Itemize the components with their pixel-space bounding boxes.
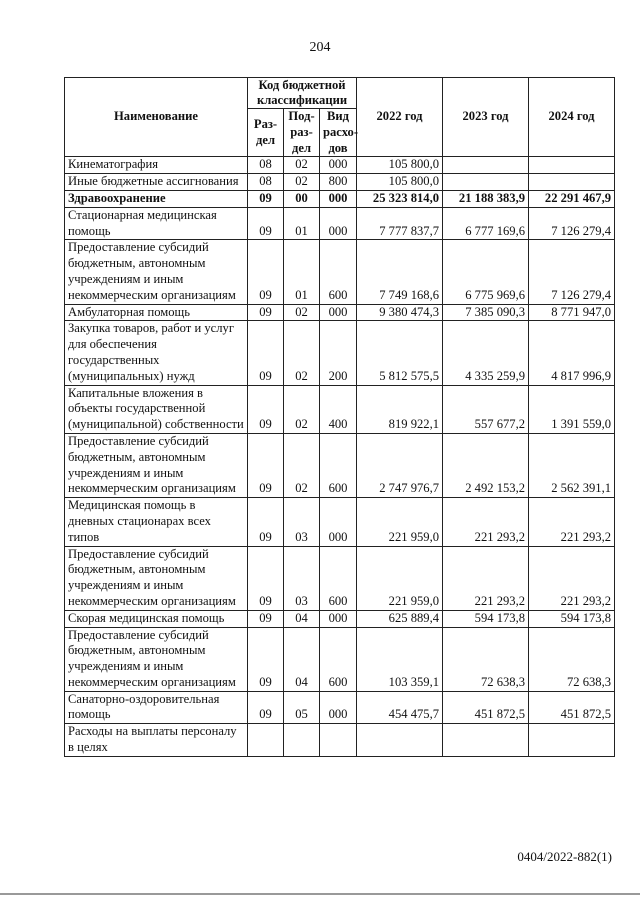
row-razdel: 09 <box>248 207 284 240</box>
row-2023: 451 872,5 <box>443 691 529 724</box>
row-vid: 000 <box>320 498 357 546</box>
table-row <box>65 174 615 191</box>
row-podrazdel: 05 <box>284 691 320 724</box>
row-name: Предоставление субсидий бюджетным, автономным учреждениям и иным некоммерческим организациям <box>65 433 248 497</box>
row-razdel: 09 <box>248 610 284 627</box>
row-2023: 4 335 259,9 <box>443 321 529 385</box>
row-2024: 7 126 279,4 <box>529 207 615 240</box>
row-2024: 2 562 391,1 <box>529 433 615 497</box>
row-2022: 103 359,1 <box>357 627 443 691</box>
row-razdel: 09 <box>248 691 284 724</box>
table-row <box>65 240 615 304</box>
row-razdel: 09 <box>248 433 284 497</box>
row-razdel: 09 <box>248 498 284 546</box>
header-name: Наименование <box>65 78 248 157</box>
row-vid: 000 <box>320 304 357 321</box>
row-vid: 600 <box>320 433 357 497</box>
row-razdel: 09 <box>248 321 284 385</box>
row-2023: 557 677,2 <box>443 385 529 433</box>
table-row <box>65 546 615 610</box>
row-vid: 000 <box>320 157 357 174</box>
row-vid: 000 <box>320 190 357 207</box>
row-razdel: 09 <box>248 546 284 610</box>
row-vid: 200 <box>320 321 357 385</box>
row-2023: 221 293,2 <box>443 498 529 546</box>
row-2022: 7 777 837,7 <box>357 207 443 240</box>
row-vid: 000 <box>320 691 357 724</box>
row-2024 <box>529 724 615 757</box>
row-podrazdel: 01 <box>284 240 320 304</box>
row-vid: 000 <box>320 610 357 627</box>
row-2023 <box>443 724 529 757</box>
row-2023: 6 775 969,6 <box>443 240 529 304</box>
row-vid: 600 <box>320 546 357 610</box>
table-row <box>65 724 615 757</box>
row-2022: 2 747 976,7 <box>357 433 443 497</box>
row-2024: 221 293,2 <box>529 498 615 546</box>
scan-edge-line <box>0 893 640 895</box>
row-razdel <box>248 724 284 757</box>
row-name: Кинематография <box>65 157 248 174</box>
row-2024 <box>529 174 615 191</box>
row-podrazdel: 02 <box>284 433 320 497</box>
row-2023: 221 293,2 <box>443 546 529 610</box>
row-name: Капитальные вложения в объекты государственной (муниципальной) собственности <box>65 385 248 433</box>
header-razdel: Раз- дел <box>248 109 284 157</box>
row-vid: 600 <box>320 627 357 691</box>
row-2022: 9 380 474,3 <box>357 304 443 321</box>
row-name: Скорая медицинская помощь <box>65 610 248 627</box>
row-razdel: 09 <box>248 190 284 207</box>
page-number: 204 <box>309 40 331 55</box>
row-vid: 600 <box>320 240 357 304</box>
row-vid: 400 <box>320 385 357 433</box>
row-podrazdel: 04 <box>284 627 320 691</box>
row-2023: 7 385 090,3 <box>443 304 529 321</box>
row-2024: 594 173,8 <box>529 610 615 627</box>
row-name: Здравоохранение <box>65 190 248 207</box>
row-2022: 7 749 168,6 <box>357 240 443 304</box>
row-razdel: 09 <box>248 627 284 691</box>
row-podrazdel: 00 <box>284 190 320 207</box>
table-row <box>65 385 615 433</box>
table-row <box>65 433 615 497</box>
row-2022: 105 800,0 <box>357 157 443 174</box>
row-2024: 4 817 996,9 <box>529 321 615 385</box>
row-2023: 21 188 383,9 <box>443 190 529 207</box>
header-2022: 2022 год <box>357 78 443 157</box>
table-row <box>65 304 615 321</box>
row-name: Санаторно-оздоровительная помощь <box>65 691 248 724</box>
table-row <box>65 691 615 724</box>
row-podrazdel: 02 <box>284 174 320 191</box>
row-name: Закупка товаров, работ и услуг для обеспечения государственных (муниципальных) нужд <box>65 321 248 385</box>
row-2023: 594 173,8 <box>443 610 529 627</box>
row-podrazdel: 01 <box>284 207 320 240</box>
row-2022: 105 800,0 <box>357 174 443 191</box>
row-razdel: 08 <box>248 174 284 191</box>
row-2023 <box>443 174 529 191</box>
table-body <box>65 157 615 756</box>
row-2024 <box>529 157 615 174</box>
row-2024: 22 291 467,9 <box>529 190 615 207</box>
row-2022: 625 889,4 <box>357 610 443 627</box>
table-row <box>65 207 615 240</box>
table-row <box>65 157 615 174</box>
table-row <box>65 321 615 385</box>
row-2022 <box>357 724 443 757</box>
row-name: Медицинская помощь в дневных стационарах всех типов <box>65 498 248 546</box>
row-2022: 454 475,7 <box>357 691 443 724</box>
row-podrazdel: 02 <box>284 385 320 433</box>
table-row <box>65 498 615 546</box>
row-razdel: 09 <box>248 240 284 304</box>
table-row <box>65 627 615 691</box>
row-2024: 8 771 947,0 <box>529 304 615 321</box>
row-podrazdel: 02 <box>284 157 320 174</box>
row-name: Предоставление субсидий бюджетным, автономным учреждениям и иным некоммерческим организациям <box>65 546 248 610</box>
header-2024: 2024 год <box>529 78 615 157</box>
row-2024: 72 638,3 <box>529 627 615 691</box>
row-2022: 25 323 814,0 <box>357 190 443 207</box>
row-vid: 800 <box>320 174 357 191</box>
row-2024: 7 126 279,4 <box>529 240 615 304</box>
header-podrazdel: Под- раз- дел <box>284 109 320 157</box>
row-2024: 221 293,2 <box>529 546 615 610</box>
row-podrazdel <box>284 724 320 757</box>
row-2022: 221 959,0 <box>357 546 443 610</box>
row-razdel: 09 <box>248 385 284 433</box>
table-row <box>65 610 615 627</box>
row-2023: 72 638,3 <box>443 627 529 691</box>
row-2022: 5 812 575,5 <box>357 321 443 385</box>
document-code: 0404/2022-882(1) <box>517 849 612 864</box>
row-2024: 1 391 559,0 <box>529 385 615 433</box>
table-row <box>65 190 615 207</box>
header-2023: 2023 год <box>443 78 529 157</box>
row-2023 <box>443 157 529 174</box>
row-name: Расходы на выплаты персоналу в целях <box>65 724 248 757</box>
row-podrazdel: 04 <box>284 610 320 627</box>
row-razdel: 08 <box>248 157 284 174</box>
header-code-group: Код бюджетной классификации <box>248 78 357 109</box>
row-name: Стационарная медицинская помощь <box>65 207 248 240</box>
row-2022: 221 959,0 <box>357 498 443 546</box>
row-2023: 6 777 169,6 <box>443 207 529 240</box>
header-vid: Вид расхо- дов <box>320 109 357 157</box>
row-name: Предоставление субсидий бюджетным, автономным учреждениям и иным некоммерческим организациям <box>65 627 248 691</box>
row-name: Иные бюджетные ассигнования <box>65 174 248 191</box>
row-podrazdel: 03 <box>284 498 320 546</box>
row-razdel: 09 <box>248 304 284 321</box>
row-2022: 819 922,1 <box>357 385 443 433</box>
row-vid <box>320 724 357 757</box>
row-2024: 451 872,5 <box>529 691 615 724</box>
row-podrazdel: 02 <box>284 321 320 385</box>
row-podrazdel: 02 <box>284 304 320 321</box>
row-name: Предоставление субсидий бюджетным, автономным учреждениям и иным некоммерческим организациям <box>65 240 248 304</box>
row-podrazdel: 03 <box>284 546 320 610</box>
row-vid: 000 <box>320 207 357 240</box>
budget-table <box>64 77 615 757</box>
row-2023: 2 492 153,2 <box>443 433 529 497</box>
row-name: Амбулаторная помощь <box>65 304 248 321</box>
